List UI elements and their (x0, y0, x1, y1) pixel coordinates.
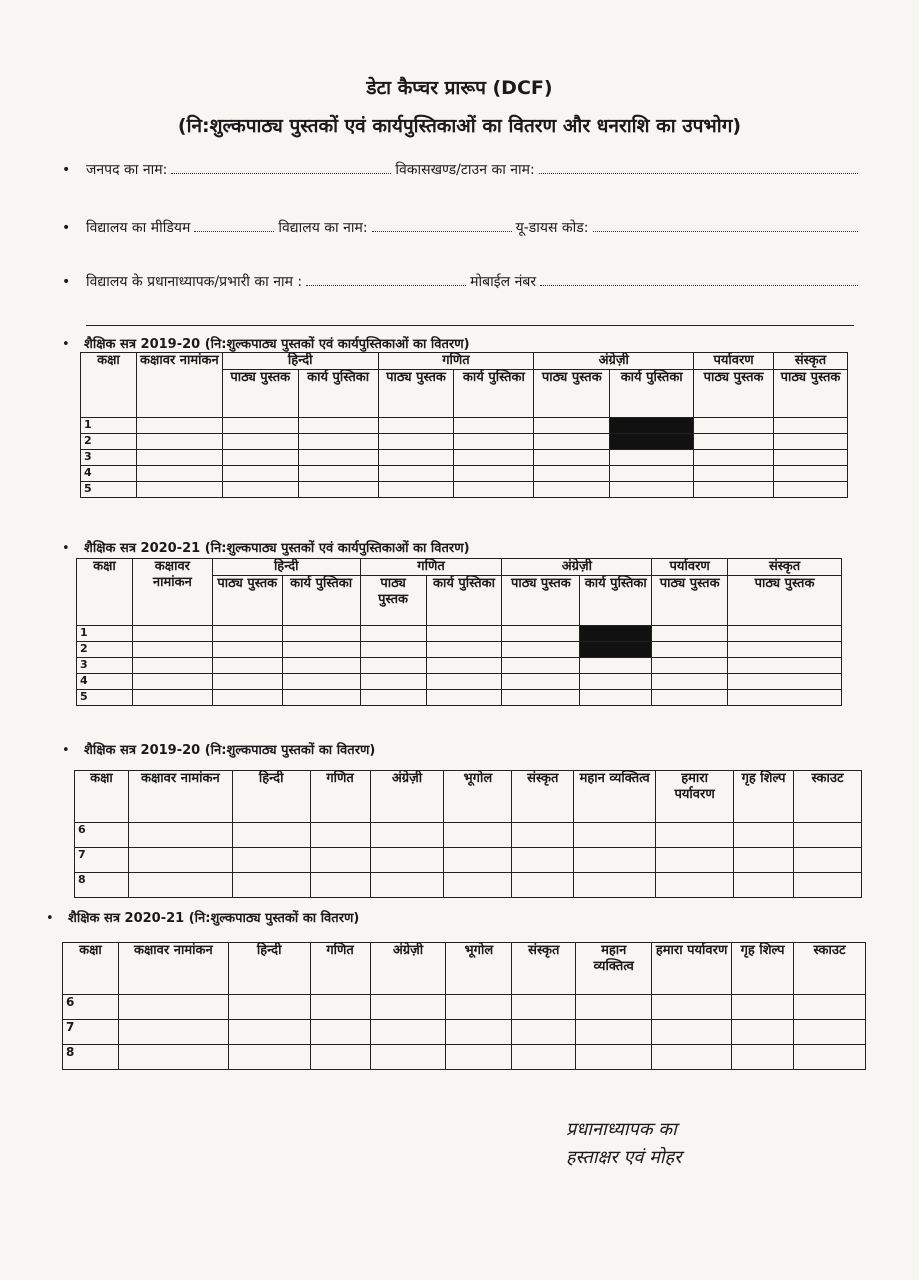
data-cell[interactable] (512, 848, 574, 873)
data-cell[interactable] (610, 450, 694, 466)
data-cell[interactable] (426, 674, 502, 690)
data-cell[interactable] (652, 690, 728, 706)
data-cell[interactable] (534, 482, 610, 498)
data-cell[interactable] (378, 418, 454, 434)
header-hindi: हिन्दी (228, 943, 310, 995)
data-cell[interactable] (282, 690, 360, 706)
table-row (63, 1020, 866, 1045)
medium-input[interactable] (194, 219, 274, 232)
header-scout: स्काउट (794, 943, 866, 995)
header-work-book: कार्य पुस्तिका (610, 370, 694, 418)
data-cell[interactable] (534, 434, 610, 450)
data-cell[interactable] (580, 690, 652, 706)
class-cell: 4 (77, 674, 133, 690)
data-cell[interactable] (128, 823, 232, 848)
data-cell[interactable] (454, 434, 534, 450)
table-row (81, 466, 848, 482)
header-class: कक्षा (77, 559, 133, 626)
data-cell[interactable] (128, 848, 232, 873)
data-cell[interactable] (310, 1045, 370, 1070)
data-cell[interactable] (454, 466, 534, 482)
data-cell[interactable] (136, 466, 222, 482)
data-cell[interactable] (502, 690, 580, 706)
data-cell[interactable] (212, 674, 282, 690)
data-cell[interactable] (232, 873, 310, 898)
data-cell[interactable] (656, 873, 734, 898)
data-cell[interactable] (222, 450, 298, 466)
header-ganit: गणित (310, 943, 370, 995)
data-cell[interactable] (793, 873, 861, 898)
header-sanskrit: संस्कृत (728, 559, 842, 576)
class-cell: 4 (81, 466, 137, 482)
header-grih-shilp: गृह शिल्प (734, 771, 794, 823)
bullet: • (62, 541, 70, 556)
data-cell[interactable] (774, 434, 848, 450)
data-cell[interactable] (793, 823, 861, 848)
header-english: अंग्रेज़ी (370, 771, 444, 823)
header-hamara-paryavaran: हमारा पर्यावरण (656, 771, 734, 823)
header-text-book: पाठ्य पुस्तक (774, 370, 848, 418)
header-hindi: हिन्दी (222, 353, 378, 370)
data-cell[interactable] (534, 418, 610, 434)
data-cell[interactable] (370, 1020, 446, 1045)
data-cell[interactable] (132, 626, 212, 642)
data-cell[interactable] (222, 466, 298, 482)
header-ganit: गणित (360, 559, 502, 576)
data-cell[interactable] (734, 823, 794, 848)
data-cell[interactable] (360, 626, 426, 642)
header-mahan-vyaktitva: महान व्यक्तित्व (574, 771, 656, 823)
udise-label: यू-डायस कोड: (515, 220, 589, 236)
data-cell[interactable] (370, 848, 444, 873)
data-cell[interactable] (574, 873, 656, 898)
table-row (63, 995, 866, 1020)
class-cell: 5 (77, 690, 133, 706)
data-cell[interactable] (118, 995, 228, 1020)
header-work-book: कार्य पुस्तिका (426, 576, 502, 626)
section2-title-text: शैक्षिक सत्र 2020-21 (नि:शुल्कपाठ्य पुस्तकों एवं कार्यपुस्तिकाओं का वितरण) (84, 541, 470, 556)
data-cell[interactable] (652, 626, 728, 642)
data-cell[interactable] (136, 450, 222, 466)
header-text-book: पाठ्य पुस्तक (360, 576, 426, 626)
class-cell: 3 (77, 658, 133, 674)
class-cell: 7 (63, 1020, 119, 1045)
data-cell[interactable] (136, 482, 222, 498)
data-cell[interactable] (580, 658, 652, 674)
header-text-book: पाठ्य पुस्तक (694, 370, 774, 418)
data-cell[interactable] (534, 450, 610, 466)
header-work-book: कार्य पुस्तिका (580, 576, 652, 626)
data-cell[interactable] (728, 690, 842, 706)
data-cell[interactable] (580, 674, 652, 690)
data-cell[interactable] (694, 450, 774, 466)
header-grih-shilp: गृह शिल्प (732, 943, 794, 995)
header-class: कक्षा (75, 771, 129, 823)
data-cell[interactable] (132, 658, 212, 674)
vikaskhand-label: विकासखण्ड/टाउन का नाम: (395, 162, 535, 178)
data-cell[interactable] (694, 418, 774, 434)
data-cell[interactable] (310, 873, 370, 898)
data-cell[interactable] (774, 466, 848, 482)
class-cell: 8 (63, 1045, 119, 1070)
section4-title-text: शैक्षिक सत्र 2020-21 (नि:शुल्कपाठ्य पुस्तकों का वितरण) (68, 911, 360, 926)
janpad-input[interactable] (171, 161, 391, 174)
table-row (75, 848, 862, 873)
header-enrolment: कक्षावर नामांकन (136, 353, 222, 418)
data-cell[interactable] (310, 848, 370, 873)
vidyalaya-name-label: विद्यालय का नाम: (278, 220, 368, 236)
data-cell[interactable] (282, 642, 360, 658)
pradhan-input[interactable] (306, 273, 466, 286)
header-text-book: पाठ्य पुस्तक (534, 370, 610, 418)
header-work-book: कार्य पुस्तिका (298, 370, 378, 418)
bullet: • (62, 162, 71, 178)
data-cell[interactable] (282, 658, 360, 674)
data-cell[interactable] (444, 848, 512, 873)
data-cell[interactable] (128, 873, 232, 898)
class-cell: 6 (63, 995, 119, 1020)
header-english: अंग्रेज़ी (370, 943, 446, 995)
table-row (75, 823, 862, 848)
header-bhugol: भूगोल (444, 771, 512, 823)
divider-line (86, 325, 854, 326)
data-cell[interactable] (310, 823, 370, 848)
header-text-book: पाठ्य पुस्तक (222, 370, 298, 418)
data-cell[interactable] (370, 873, 444, 898)
header-paryavaran: पर्यावरण (652, 559, 728, 576)
data-cell[interactable] (774, 482, 848, 498)
data-cell[interactable] (734, 848, 794, 873)
data-cell[interactable] (534, 466, 610, 482)
header-sanskrit: संस्कृत (512, 943, 576, 995)
udise-input[interactable] (593, 219, 858, 232)
data-cell[interactable] (574, 823, 656, 848)
table-row (75, 873, 862, 898)
data-cell[interactable] (576, 1045, 652, 1070)
data-cell[interactable] (652, 1020, 732, 1045)
data-cell[interactable] (502, 642, 580, 658)
data-cell[interactable] (282, 626, 360, 642)
data-cell[interactable] (446, 1045, 512, 1070)
class-cell: 1 (77, 626, 133, 642)
data-cell[interactable] (222, 418, 298, 434)
header-text-book: पाठ्य पुस्तक (212, 576, 282, 626)
data-cell[interactable] (610, 466, 694, 482)
bullet: • (62, 337, 70, 352)
data-cell[interactable] (378, 450, 454, 466)
data-cell[interactable] (282, 674, 360, 690)
signature-line-1: प्रधानाध्यापक का (566, 1119, 677, 1140)
header-text-book: पाठ्य पुस्तक (378, 370, 454, 418)
medium-label: विद्यालय का मीडियम (86, 220, 191, 236)
header-text-book: पाठ्य पुस्तक (502, 576, 580, 626)
data-cell[interactable] (652, 1045, 732, 1070)
header-paryavaran: पर्यावरण (694, 353, 774, 370)
class-cell: 2 (77, 642, 133, 658)
blacked-out-cell (580, 626, 652, 642)
data-cell[interactable] (426, 626, 502, 642)
form-subtitle: (नि:शुल्कपाठ्य पुस्तकों एवं कार्यपुस्तिकाओं का वितरण और धनराशि का उपभोग) (177, 115, 742, 137)
table-2019-20-primary (80, 352, 848, 498)
data-cell[interactable] (502, 626, 580, 642)
blacked-out-cell (610, 418, 694, 434)
section4-title (46, 908, 359, 926)
class-cell: 1 (81, 418, 137, 434)
data-cell[interactable] (576, 995, 652, 1020)
data-cell[interactable] (732, 1045, 794, 1070)
header-ganit: गणित (378, 353, 534, 370)
header-text-book: पाठ्य पुस्तक (728, 576, 842, 626)
data-cell[interactable] (502, 658, 580, 674)
header-scout: स्काउट (793, 771, 861, 823)
data-cell[interactable] (794, 1020, 866, 1045)
data-cell[interactable] (793, 848, 861, 873)
bullet: • (62, 220, 71, 236)
table-row (77, 658, 842, 674)
header-ganit: गणित (310, 771, 370, 823)
data-cell[interactable] (656, 848, 734, 873)
data-cell[interactable] (132, 642, 212, 658)
data-cell[interactable] (360, 642, 426, 658)
data-cell[interactable] (370, 823, 444, 848)
table-row (81, 450, 848, 466)
table-row (81, 418, 848, 434)
data-cell[interactable] (136, 418, 222, 434)
bullet: • (62, 743, 70, 758)
class-cell: 2 (81, 434, 137, 450)
data-cell[interactable] (728, 658, 842, 674)
data-cell[interactable] (454, 418, 534, 434)
field-row-pradhan (62, 272, 862, 291)
data-cell[interactable] (728, 626, 842, 642)
data-cell[interactable] (378, 482, 454, 498)
data-cell[interactable] (132, 674, 212, 690)
data-cell[interactable] (576, 1020, 652, 1045)
data-cell[interactable] (360, 674, 426, 690)
data-cell[interactable] (652, 658, 728, 674)
data-cell[interactable] (446, 1020, 512, 1045)
data-cell[interactable] (360, 690, 426, 706)
data-cell[interactable] (444, 823, 512, 848)
section1-title (62, 334, 470, 352)
janpad-label: जनपद का नाम: (86, 162, 168, 178)
data-cell[interactable] (610, 482, 694, 498)
data-cell[interactable] (222, 434, 298, 450)
data-cell[interactable] (132, 690, 212, 706)
header-english: अंग्रेज़ी (502, 559, 652, 576)
header-class: कक्षा (63, 943, 119, 995)
vidyalaya-name-input[interactable] (372, 219, 512, 232)
class-cell: 7 (75, 848, 129, 873)
data-cell[interactable] (732, 995, 794, 1020)
data-cell[interactable] (502, 674, 580, 690)
data-cell[interactable] (694, 466, 774, 482)
table-row (63, 1045, 866, 1070)
header-mahan-vyaktitva: महान व्यक्तित्व (576, 943, 652, 995)
data-cell[interactable] (360, 658, 426, 674)
data-cell[interactable] (694, 434, 774, 450)
blacked-out-cell (610, 434, 694, 450)
data-cell[interactable] (298, 466, 378, 482)
data-cell[interactable] (118, 1020, 228, 1045)
data-cell[interactable] (370, 1045, 446, 1070)
data-cell[interactable] (656, 823, 734, 848)
headmaster-signature (566, 1116, 682, 1172)
header-work-book: कार्य पुस्तिका (282, 576, 360, 626)
data-cell[interactable] (298, 450, 378, 466)
data-cell[interactable] (574, 848, 656, 873)
header-sanskrit: संस्कृत (512, 771, 574, 823)
field-row-vidyalaya (62, 218, 862, 237)
data-cell[interactable] (310, 995, 370, 1020)
table-row (81, 434, 848, 450)
data-cell[interactable] (222, 482, 298, 498)
data-cell[interactable] (728, 674, 842, 690)
data-cell[interactable] (298, 418, 378, 434)
data-cell[interactable] (212, 690, 282, 706)
header-sanskrit: संस्कृत (774, 353, 848, 370)
data-cell[interactable] (136, 434, 222, 450)
header-enrolment: कक्षावर नामांकन (132, 559, 212, 626)
table-row (81, 482, 848, 498)
data-cell[interactable] (228, 1045, 310, 1070)
data-cell[interactable] (732, 1020, 794, 1045)
table-2019-20-upper (74, 770, 862, 898)
data-cell[interactable] (426, 642, 502, 658)
table-row (77, 690, 842, 706)
data-cell[interactable] (378, 434, 454, 450)
data-cell[interactable] (652, 642, 728, 658)
section3-title (62, 740, 375, 758)
data-cell[interactable] (694, 482, 774, 498)
field-row-janpad (62, 160, 862, 179)
vikaskhand-input[interactable] (539, 161, 858, 174)
data-cell[interactable] (512, 995, 576, 1020)
data-cell[interactable] (774, 418, 848, 434)
class-cell: 8 (75, 873, 129, 898)
data-cell[interactable] (426, 658, 502, 674)
pradhan-label: विद्यालय के प्रधानाध्यापक/प्रभारी का नाम : (86, 274, 303, 290)
data-cell[interactable] (512, 1045, 576, 1070)
header-enrolment: कक्षावर नामांकन (118, 943, 228, 995)
data-cell[interactable] (212, 642, 282, 658)
header-hindi: हिन्दी (232, 771, 310, 823)
header-bhugol: भूगोल (446, 943, 512, 995)
data-cell[interactable] (446, 995, 512, 1020)
header-enrolment: कक्षावर नामांकन (128, 771, 232, 823)
data-cell[interactable] (228, 995, 310, 1020)
header-class: कक्षा (81, 353, 137, 418)
data-cell[interactable] (298, 434, 378, 450)
data-cell[interactable] (426, 690, 502, 706)
data-cell[interactable] (378, 466, 454, 482)
header-english: अंग्रेज़ी (534, 353, 694, 370)
table-row (77, 674, 842, 690)
header-text-book: पाठ्य पुस्तक (652, 576, 728, 626)
data-cell[interactable] (454, 482, 534, 498)
bullet: • (62, 274, 71, 290)
data-cell[interactable] (232, 848, 310, 873)
data-cell[interactable] (512, 1020, 576, 1045)
data-cell[interactable] (212, 658, 282, 674)
form-title: डेटा कैप्चर प्रारूप (DCF) (366, 77, 553, 99)
blacked-out-cell (580, 642, 652, 658)
table-row (77, 642, 842, 658)
data-cell[interactable] (454, 450, 534, 466)
section3-title-text: शैक्षिक सत्र 2019-20 (नि:शुल्कपाठ्य पुस्तकों का वितरण) (84, 743, 376, 758)
data-cell[interactable] (310, 1020, 370, 1045)
data-cell[interactable] (728, 642, 842, 658)
data-cell[interactable] (512, 873, 574, 898)
data-cell[interactable] (652, 674, 728, 690)
data-cell[interactable] (652, 995, 732, 1020)
section1-title-text: शैक्षिक सत्र 2019-20 (नि:शुल्कपाठ्य पुस्तकों एवं कार्यपुस्तिकाओं का वितरण) (84, 337, 470, 352)
data-cell[interactable] (228, 1020, 310, 1045)
header-work-book: कार्य पुस्तिका (454, 370, 534, 418)
header-hamara-paryavaran: हमारा पर्यावरण (652, 943, 732, 995)
class-cell: 5 (81, 482, 137, 498)
table-2020-21-primary (76, 558, 842, 706)
data-cell[interactable] (370, 995, 446, 1020)
data-cell[interactable] (118, 1045, 228, 1070)
section2-title (62, 538, 470, 556)
table-2020-21-upper (62, 942, 866, 1070)
class-cell: 6 (75, 823, 129, 848)
mobile-label: मोबाईल नंबर (470, 274, 537, 290)
table-row (77, 626, 842, 642)
data-cell[interactable] (794, 1045, 866, 1070)
data-cell[interactable] (774, 450, 848, 466)
data-cell[interactable] (212, 626, 282, 642)
signature-line-2: हस्ताक्षर एवं मोहर (566, 1147, 682, 1168)
bullet: • (46, 911, 54, 926)
data-cell[interactable] (232, 823, 310, 848)
mobile-input[interactable] (540, 273, 858, 286)
class-cell: 3 (81, 450, 137, 466)
data-cell[interactable] (794, 995, 866, 1020)
data-cell[interactable] (298, 482, 378, 498)
header-hindi: हिन्दी (212, 559, 360, 576)
data-cell[interactable] (512, 823, 574, 848)
data-cell[interactable] (734, 873, 794, 898)
data-cell[interactable] (444, 873, 512, 898)
